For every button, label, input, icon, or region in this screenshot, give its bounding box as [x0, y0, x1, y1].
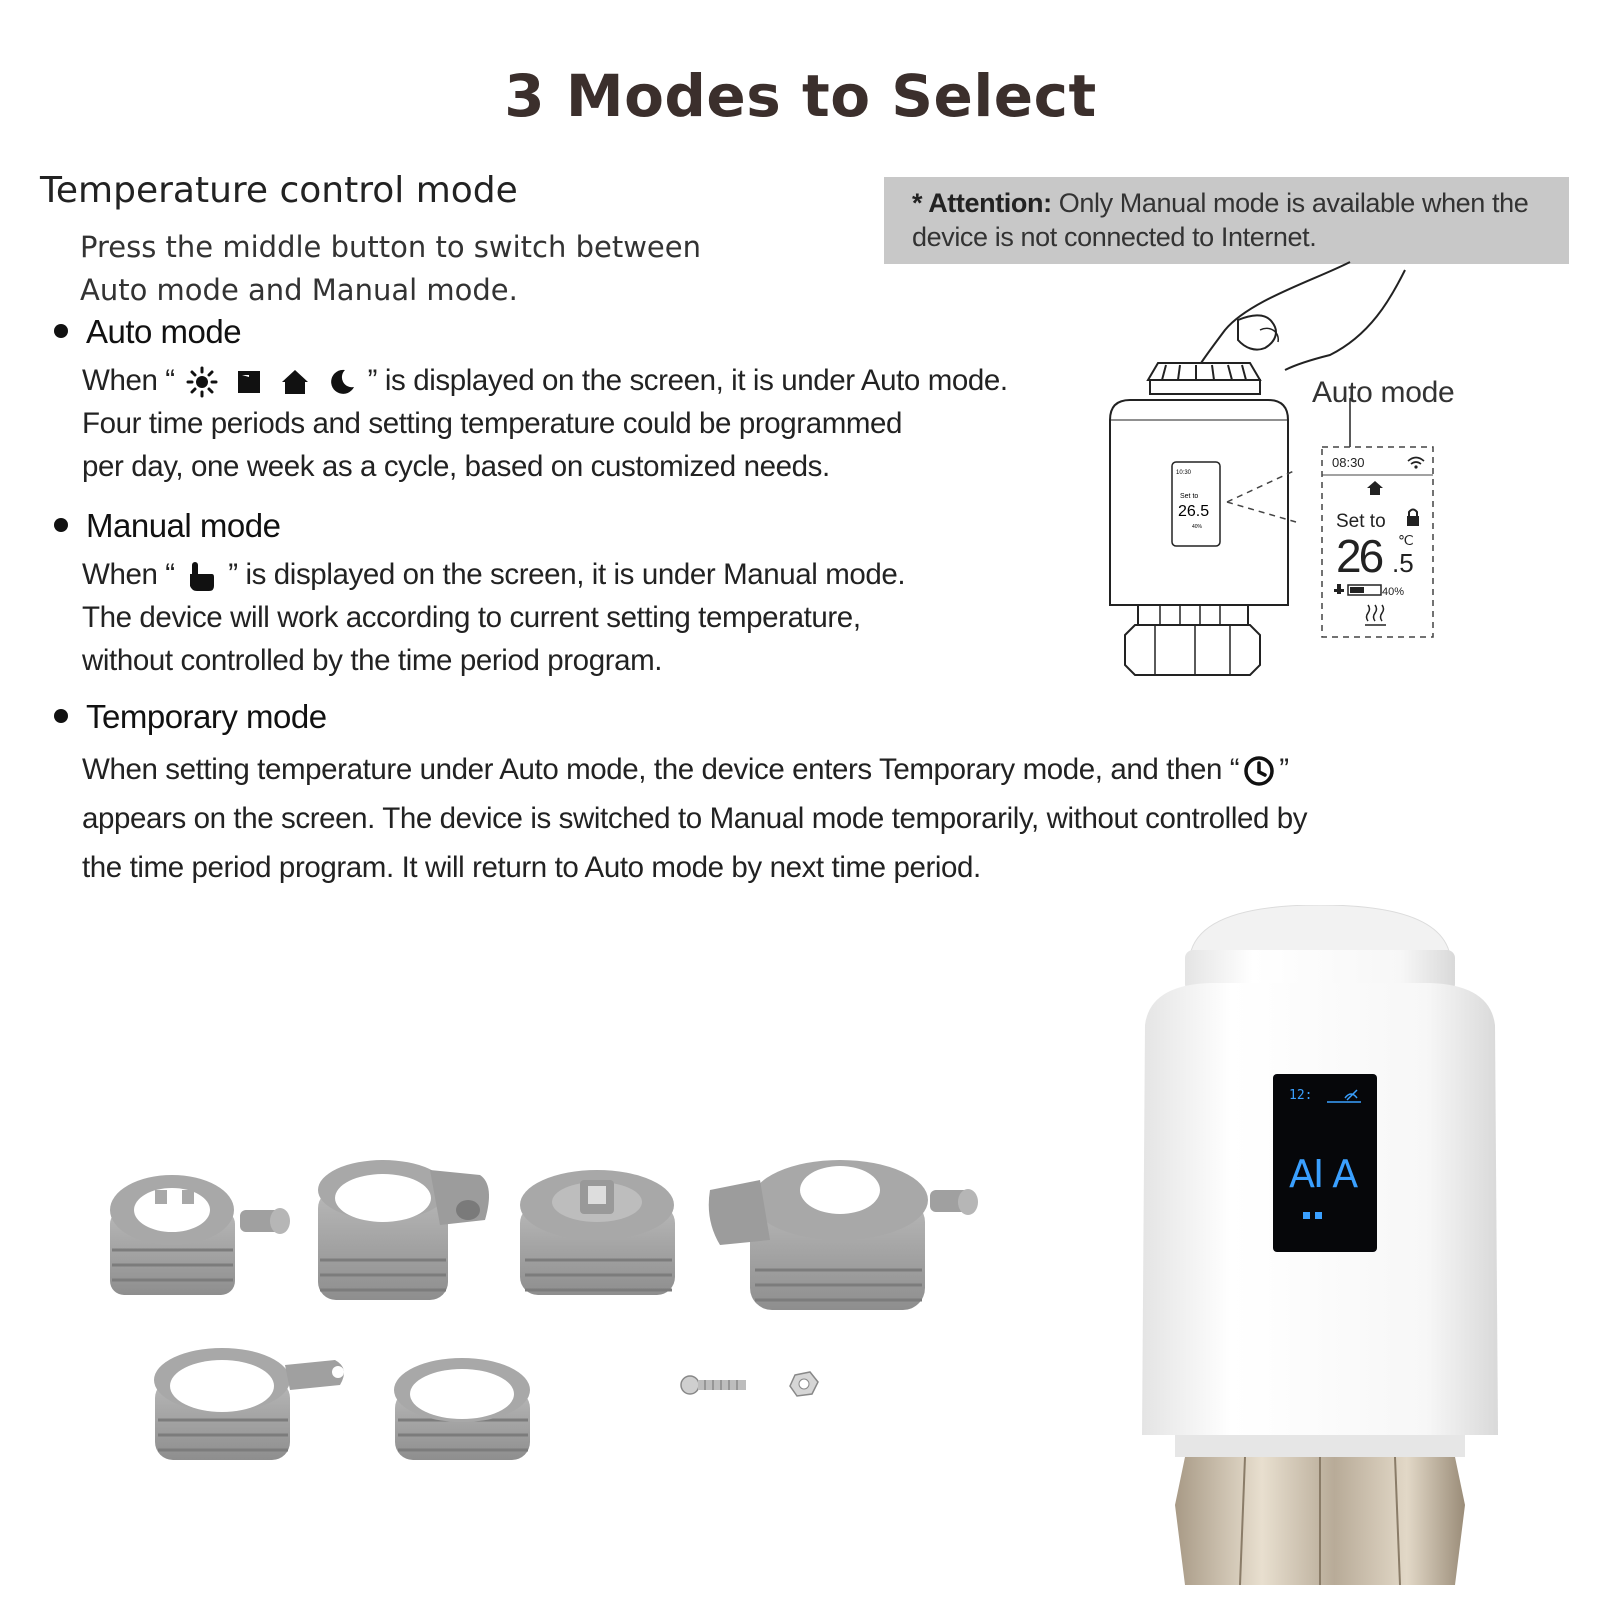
- bullet-dot: [54, 518, 68, 532]
- adapter-ring-6: [394, 1358, 530, 1460]
- manual-line1: When “ ” is displayed on the screen, it is under Manual mode.: [82, 558, 906, 591]
- lcd-dot: [1315, 1212, 1322, 1219]
- auto-mode-text: [82, 359, 1082, 488]
- temporary-mode-label: Temporary mode: [86, 698, 327, 735]
- temporary-mode-text: [82, 745, 1532, 892]
- diagram-auto-mode-label: Auto mode: [1312, 376, 1455, 409]
- hand-pointer-icon: [186, 560, 216, 592]
- temporary-line2: appears on the screen. The device is switched to Manual mode temporarily, without controlled by: [82, 802, 1308, 835]
- lcd-time: 12:: [1289, 1088, 1313, 1103]
- manual-mode-label: Manual mode: [86, 507, 281, 544]
- adapter-rings-illustration: [100, 1150, 1020, 1500]
- manual-line3: without controlled by the time period program.: [82, 644, 663, 677]
- bullet-dot: [54, 324, 68, 338]
- auto-mode-heading: [54, 313, 241, 351]
- nut: [790, 1372, 818, 1396]
- auto-line2: Four time periods and setting temperature could be programmed: [82, 407, 903, 440]
- mini-screen-temp: 26.5: [1178, 503, 1210, 520]
- auto-line3: per day, one week as a cycle, based on customized needs.: [82, 450, 830, 483]
- sun-icon: [186, 366, 218, 398]
- adapter-ring-4: [709, 1160, 978, 1310]
- home-icon: [280, 367, 310, 397]
- zoom-unit: ℃: [1398, 532, 1414, 548]
- zoom-set-to: Set to: [1336, 511, 1386, 532]
- adapter-ring-2: [318, 1160, 489, 1300]
- adapter-ring-5: [154, 1348, 344, 1460]
- temporary-line3: the time period program. It will return to Auto mode by next time period.: [82, 851, 981, 884]
- manual-line2: The device will work according to current setting temperature,: [82, 601, 861, 634]
- product-lcd-screen: [1273, 1074, 1377, 1252]
- section-heading: Temperature control mode: [40, 170, 518, 211]
- temporary-line1: When setting temperature under Auto mode, the device enters Temporary mode, and then “ ”: [82, 753, 1289, 786]
- mini-screen-battery: 40%: [1192, 524, 1203, 530]
- auto-mode-label: Auto mode: [86, 313, 242, 350]
- attention-label: * Attention:: [912, 188, 1052, 218]
- clock-icon: [1243, 755, 1275, 787]
- manual-mode-text: [82, 553, 1082, 682]
- attention-box: [884, 177, 1569, 264]
- zoom-temp-dec: .5: [1392, 548, 1414, 578]
- section-desc-line1: Press the middle button to switch between: [80, 230, 701, 264]
- mini-screen-set: Set to: [1180, 493, 1199, 500]
- adapter-ring-1: [110, 1175, 290, 1295]
- screen-zoom-diagram: [1320, 445, 1435, 640]
- auto-line1: When “ ” is displayed on the screen, it is under Auto mode.: [82, 364, 1008, 397]
- adapter-ring-3: [520, 1170, 675, 1295]
- screw: [681, 1376, 746, 1394]
- section-description: [80, 226, 701, 312]
- zoom-battery: 40%: [1382, 586, 1405, 598]
- manual-mode-heading: [54, 507, 280, 545]
- lcd-display-text: AI A: [1289, 1152, 1357, 1196]
- attention-message: Only Manual mode is available when the device is not connected to Internet.: [912, 188, 1529, 252]
- mini-screen-time: 10:30: [1176, 470, 1192, 476]
- section-desc-line2: Auto mode and Manual mode.: [80, 273, 518, 307]
- bullet-dot: [54, 709, 68, 723]
- lcd-dot: [1303, 1212, 1310, 1219]
- page-title: 3 Modes to Select: [504, 62, 1097, 130]
- lcd-wifi-icon: [1327, 1088, 1361, 1104]
- moon-icon: [326, 367, 356, 397]
- zoom-temp-int: 26: [1336, 530, 1382, 582]
- door-icon: [234, 367, 264, 397]
- attention-text: [912, 186, 1562, 254]
- zoom-screen-time: 08:30: [1332, 455, 1365, 470]
- temporary-mode-heading: [54, 698, 327, 736]
